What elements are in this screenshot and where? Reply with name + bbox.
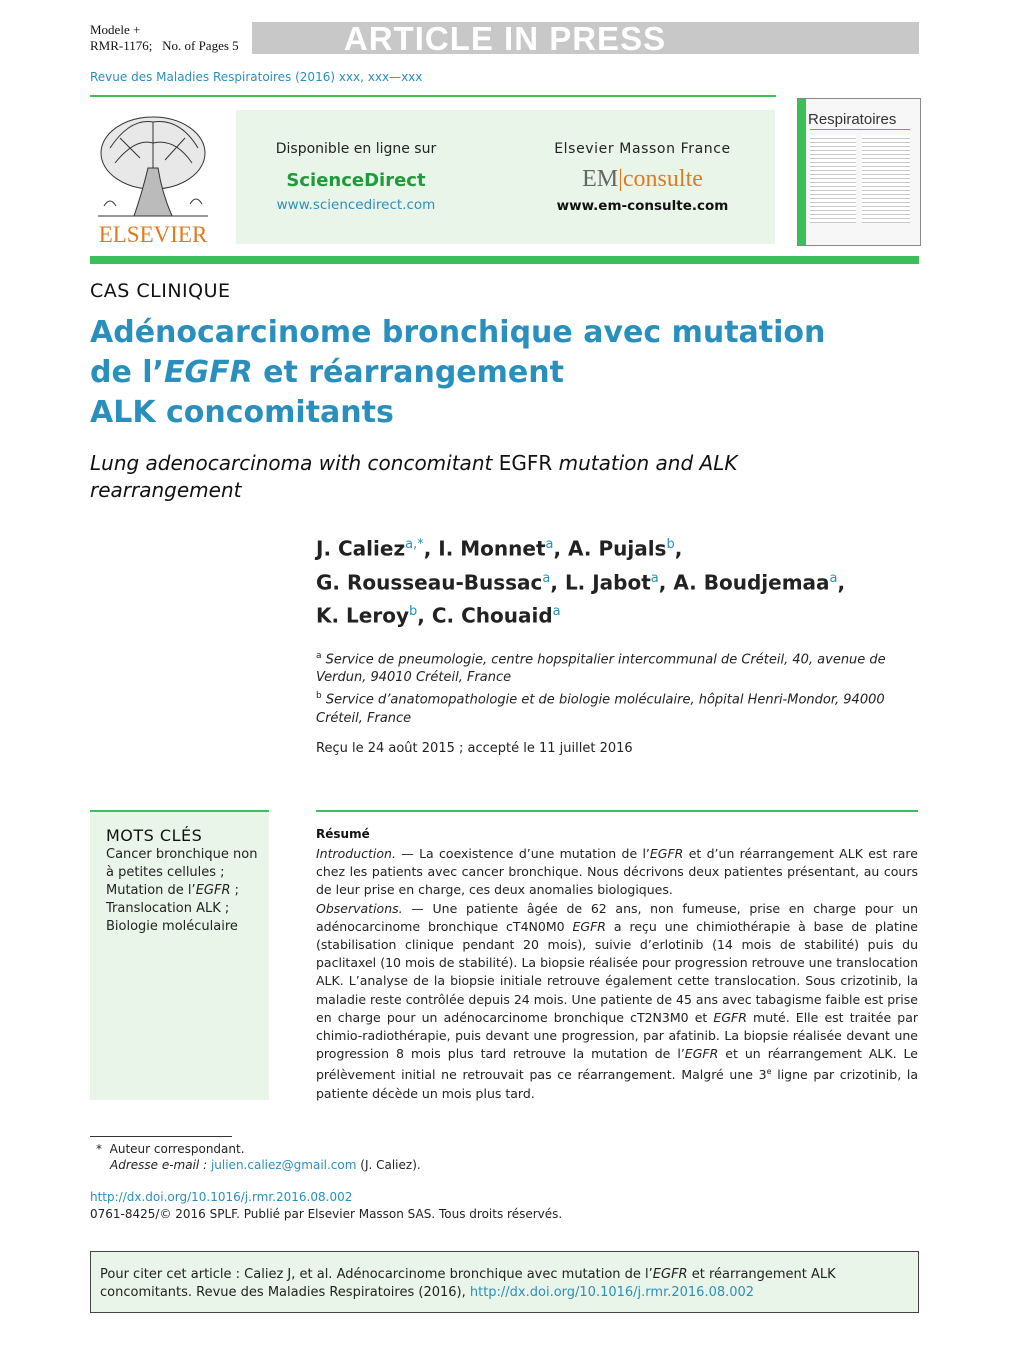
sciencedirect-url[interactable]: www.sciencedirect.com	[276, 197, 436, 213]
title-line-3: ALK concomitants	[90, 395, 394, 430]
author-name: G. Rousseau-Bussac	[316, 570, 543, 595]
received-accepted-dates: Reçu le 24 août 2015 ; accepté le 11 juillet 2016	[316, 741, 633, 756]
keywords-list	[106, 846, 264, 936]
copyright-line: 0761-8425/© 2016 SPLF. Publié par Elsevier Masson SAS. Tous droits réservés.	[90, 1207, 563, 1221]
section-label: CAS CLINIQUE	[90, 280, 231, 302]
header-meta	[90, 22, 239, 54]
keyword: Mutation de l’EGFR ;	[106, 883, 240, 898]
pages-label: No. of Pages 5	[162, 38, 239, 53]
author-name: J. Caliez	[316, 536, 406, 561]
cover-title: Respiratoires	[808, 111, 897, 128]
title-line-1: Adénocarcinome bronchique avec mutation	[90, 315, 826, 350]
author-name: A. Boudjemaa	[673, 570, 830, 595]
abstract-body	[316, 845, 918, 1103]
keyword: Biologie moléculaire	[106, 919, 238, 934]
affiliation-a: $^a$ Service de pneumologie, centre hopspitalier intercommunal de Créteil, 40, avenue de Verdun, 94010 Créteil, France	[316, 651, 886, 686]
author-name: I. Monnet	[438, 536, 546, 561]
elsevier-logo	[90, 108, 216, 246]
title-rule	[90, 256, 919, 264]
elsevier-wordmark: ELSEVIER	[98, 222, 208, 246]
available-online-label: Disponible en ligne sur	[275, 141, 437, 157]
consulte-mark: consulte	[622, 166, 703, 192]
header-rule	[90, 95, 776, 97]
author-list: J. Caliez$^{a,*}$, I. Monnet$^a$, A. Pujals$^b$, G. Rousseau-Bussac$^a$, L. Jabot$^a$, A. Boudjemaa$^a$, K. Leroy$^b$, C. Chouaid$^a$	[316, 536, 846, 628]
journal-line: Revue des Maladies Respiratoires (2016) xxx, xxx—xxx	[90, 70, 423, 84]
affiliation-b: $^b$ Service d’anatomopathologie et de biologie moléculaire, hôpital Henri-Mondor, 94000 Créteil, France	[316, 691, 885, 726]
citation-doi-link[interactable]: http://dx.doi.org/10.1016/j.rmr.2016.08.002	[469, 1285, 755, 1300]
author-name: A. Pujals	[568, 536, 667, 561]
author-name: L. Jabot	[564, 570, 651, 595]
affiliations	[316, 647, 916, 728]
abstract-heading: Résumé	[316, 827, 370, 841]
sciencedirect-logo: ScienceDirect	[286, 170, 426, 191]
ref-label: RMR-1176;	[90, 38, 153, 53]
author-email-link[interactable]: julien.caliez@gmail.com	[210, 1158, 357, 1172]
ref-pages	[90, 38, 239, 54]
corresponding-author-note: * Auteur correspondant. Adresse e-mail : julien.caliez@gmail.com (J. Caliez).	[96, 1142, 421, 1172]
elsevier-masson-label: Elsevier Masson France	[554, 141, 731, 157]
title-line-2: de l’EGFR et réarrangement	[90, 355, 564, 390]
doi-link[interactable]: http://dx.doi.org/10.1016/j.rmr.2016.08.002	[90, 1190, 353, 1204]
author-name: K. Leroy	[316, 603, 410, 628]
modele-label: Modele +	[90, 22, 141, 37]
emconsulte-logo: EM|consulte	[582, 166, 703, 192]
article-title	[90, 313, 850, 433]
footnote-rule	[90, 1136, 232, 1137]
article-in-press-label: ARTICLE IN PRESS	[343, 20, 667, 57]
abstract-observations: Observations. — Une patiente âgée de 62 ans, non fumeuse, prise en charge pour un adénocarcinome bronchique cT4N0M0 EGFR a reçu une chimiothérapie à base de platine (stabilisation clinique pendant 20 mois), suivie d’erlotinib (14 mois de stabilité) puis du paclitaxel (10 mois de stabilité). La biopsie réalisée pour progression retrouve une translocation ALK. L’analyse de la biopsie initiale retrouve également cette translocation. Sous crizotinib, la maladie reste contrôlée depuis 24 mois. Une patiente de 45 ans avec tabagisme faible est prise en charge pour un adénocarcinome bronchique cT2N3M0 et EGFR muté. Elle est traitée par chimio-radiothérapie, puis devant une progression, par afatinib. La biopsie réalisée devant une progression 8 mois plus tard retrouve la mutation de l’EGFR et un réarrangement ALK. Le prélèvement initial ne retrouvait pas ce réarrangement. Malgré une 3e ligne par crizotinib, la patiente décède un mois plus tard.	[316, 900, 919, 1101]
keyword: Translocation ALK ;	[106, 901, 230, 916]
em-mark: EM	[582, 166, 619, 192]
abstract-rule	[316, 810, 918, 812]
journal-cover	[797, 98, 921, 246]
abstract-introduction: Introduction. — La coexistence d’une mutation de l’EGFR et d’un réarrangement ALK est rare chez les patients avec cancer bronchique. Nous décrivons deux patientes présentant, au cours de leur prise en charge, ces deux anomalies biologiques.	[316, 846, 918, 898]
citation-text: Pour citer cet article : Caliez J, et al. Adénocarcinome bronchique avec mutation de l’EGFR et réarrangement ALK concomitants. Revue des Maladies Respiratoires (2016), http://dx.doi.org/10.1016/j.rmr.2016.08.002	[100, 1267, 836, 1300]
emconsulte-url[interactable]: www.em-consulte.com	[556, 198, 729, 214]
elsevier-tree-icon	[90, 108, 216, 246]
keyword: Cancer bronchique non à petites cellules ;	[106, 847, 258, 880]
keywords-title: MOTS CLÉS	[106, 826, 203, 845]
author-name: C. Chouaid	[431, 603, 553, 628]
english-title: Lung adenocarcinoma with concomitant EGFR mutation and ALK rearrangement	[90, 451, 738, 502]
